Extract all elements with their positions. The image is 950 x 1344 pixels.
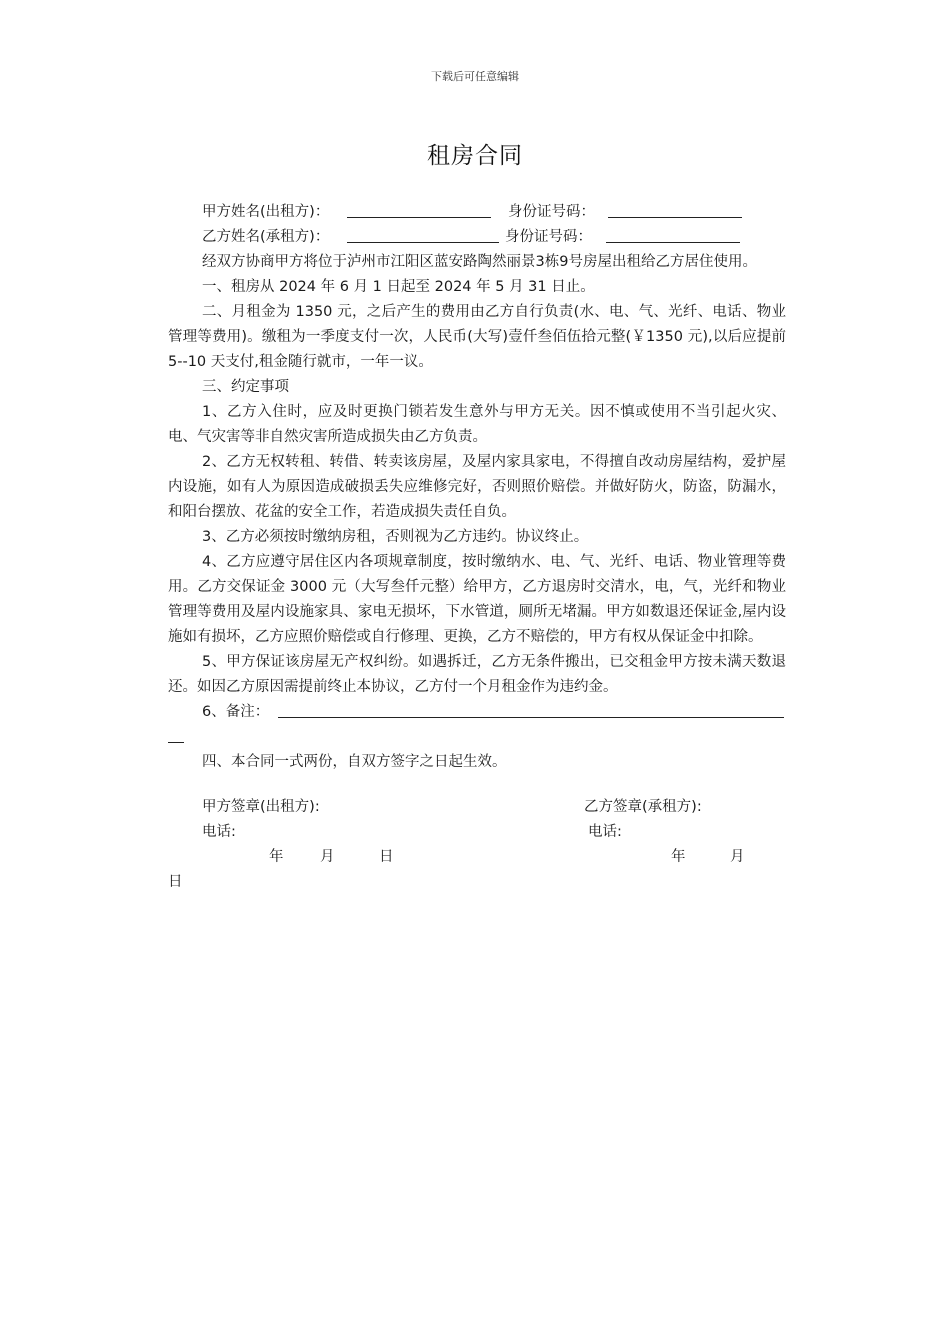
party-a-id-label: 身份证号码：: [508, 204, 595, 220]
header-note: 下载后可任意编辑: [431, 70, 519, 83]
phone-a-label: 电话:: [202, 824, 236, 840]
item-4: 4、乙方应遵守居住区内各项规章制度，按时缴纳水、电、气、光纤、电话、物业管理等费用。乙方交保证金 3000 元（大写叁仟元整）给甲方，乙方退房时交清水，电，气，光纤和物业管理等费用及屋内设施家具、家电无损坏，下水管道，厕所无堵漏。甲方如数退还保证金,屋内设施如有损坏，乙方应照价赔偿或自行修理、更换，乙方不赔偿的，甲方有权从保证金中扣除。: [168, 554, 786, 645]
phone-b-label: 电话:: [588, 824, 622, 840]
party-a-name-label: 甲方姓名(出租方)：: [202, 204, 330, 220]
remarks-blank-tail: [168, 742, 184, 743]
date-b-month: 月: [730, 849, 745, 865]
item-3: 3、乙方必须按时缴纳房租，否则视为乙方违约。协议终止。: [202, 529, 589, 545]
date-a-year: 年: [269, 849, 284, 865]
party-a-name-blank: [347, 217, 491, 218]
party-b-row: [168, 225, 786, 250]
sign-b-label: 乙方签章(承租方):: [584, 799, 702, 815]
date-b-year: 年: [671, 849, 686, 865]
item-2: 2、乙方无权转租、转借、转卖该房屋，及屋内家具家电，不得擅自改动房屋结构，爱护屋内设施，如有人为原因造成破损丢失应维修完好，否则照价赔偿。并做好防火，防盗，防漏水，和阳台摆放、花盆的安全工作，若造成损失责任自负。: [168, 454, 786, 520]
item-5: 5、甲方保证该房屋无产权纠纷。如遇拆迁，乙方无条件搬出，已交租金甲方按未满天数退还。如因乙方原因需提前终止本协议，乙方付一个月租金作为违约金。: [168, 654, 786, 695]
document-title: 租房合同: [427, 143, 523, 169]
sign-a-label: 甲方签章(出租方):: [202, 799, 320, 815]
date-a-day: 日: [379, 849, 394, 865]
remarks-continuation-row: [168, 725, 786, 750]
date-row: [168, 845, 786, 870]
phone-row: [168, 820, 786, 845]
date-wrap-row: [168, 870, 786, 895]
item-1: 1、乙方入住时，应及时更换门锁若发生意外与甲方无关。因不慎或使用不当引起火灾、电、气灾害等非自然灾害所造成损失由乙方负责。: [168, 404, 786, 445]
signature-row: [168, 795, 786, 820]
party-b-id-blank: [606, 242, 740, 243]
date-a-month: 月: [320, 849, 335, 865]
contract-body: [168, 200, 786, 895]
clause-2: 二、月租金为 1350 元，之后产生的费用由乙方自行负责(水、电、气、光纤、电话、物业管理等费用)。缴租为一季度支付一次，人民币(大写)壹仟叁佰伍拾元整(￥1350 元),以后应提前 5--10 天支付,租金随行就市，一年一议。: [168, 304, 786, 370]
intro-paragraph: 经双方协商甲方将位于泸州市江阳区蓝安路陶然丽景3栋9号房屋出租给乙方居住使用。: [202, 254, 757, 270]
item-6-row: [168, 700, 786, 725]
date-b-day: 日: [168, 874, 183, 890]
clause-1: 一、租房从 2024 年 6 月 1 日起至 2024 年 5 月 31 日止。: [202, 279, 595, 295]
clause-4: 四、本合同一式两份，自双方签字之日起生效。: [202, 754, 507, 770]
item-6-label: 6、备注：: [202, 704, 270, 720]
party-b-name-blank: [347, 242, 499, 243]
clause-3-heading: 三、约定事项: [202, 379, 289, 395]
party-b-id-label: 身份证号码：: [505, 229, 592, 245]
party-a-id-blank: [608, 217, 742, 218]
party-a-row: [168, 200, 786, 225]
remarks-blank: [278, 717, 784, 718]
party-b-name-label: 乙方姓名(承租方)：: [202, 229, 330, 245]
